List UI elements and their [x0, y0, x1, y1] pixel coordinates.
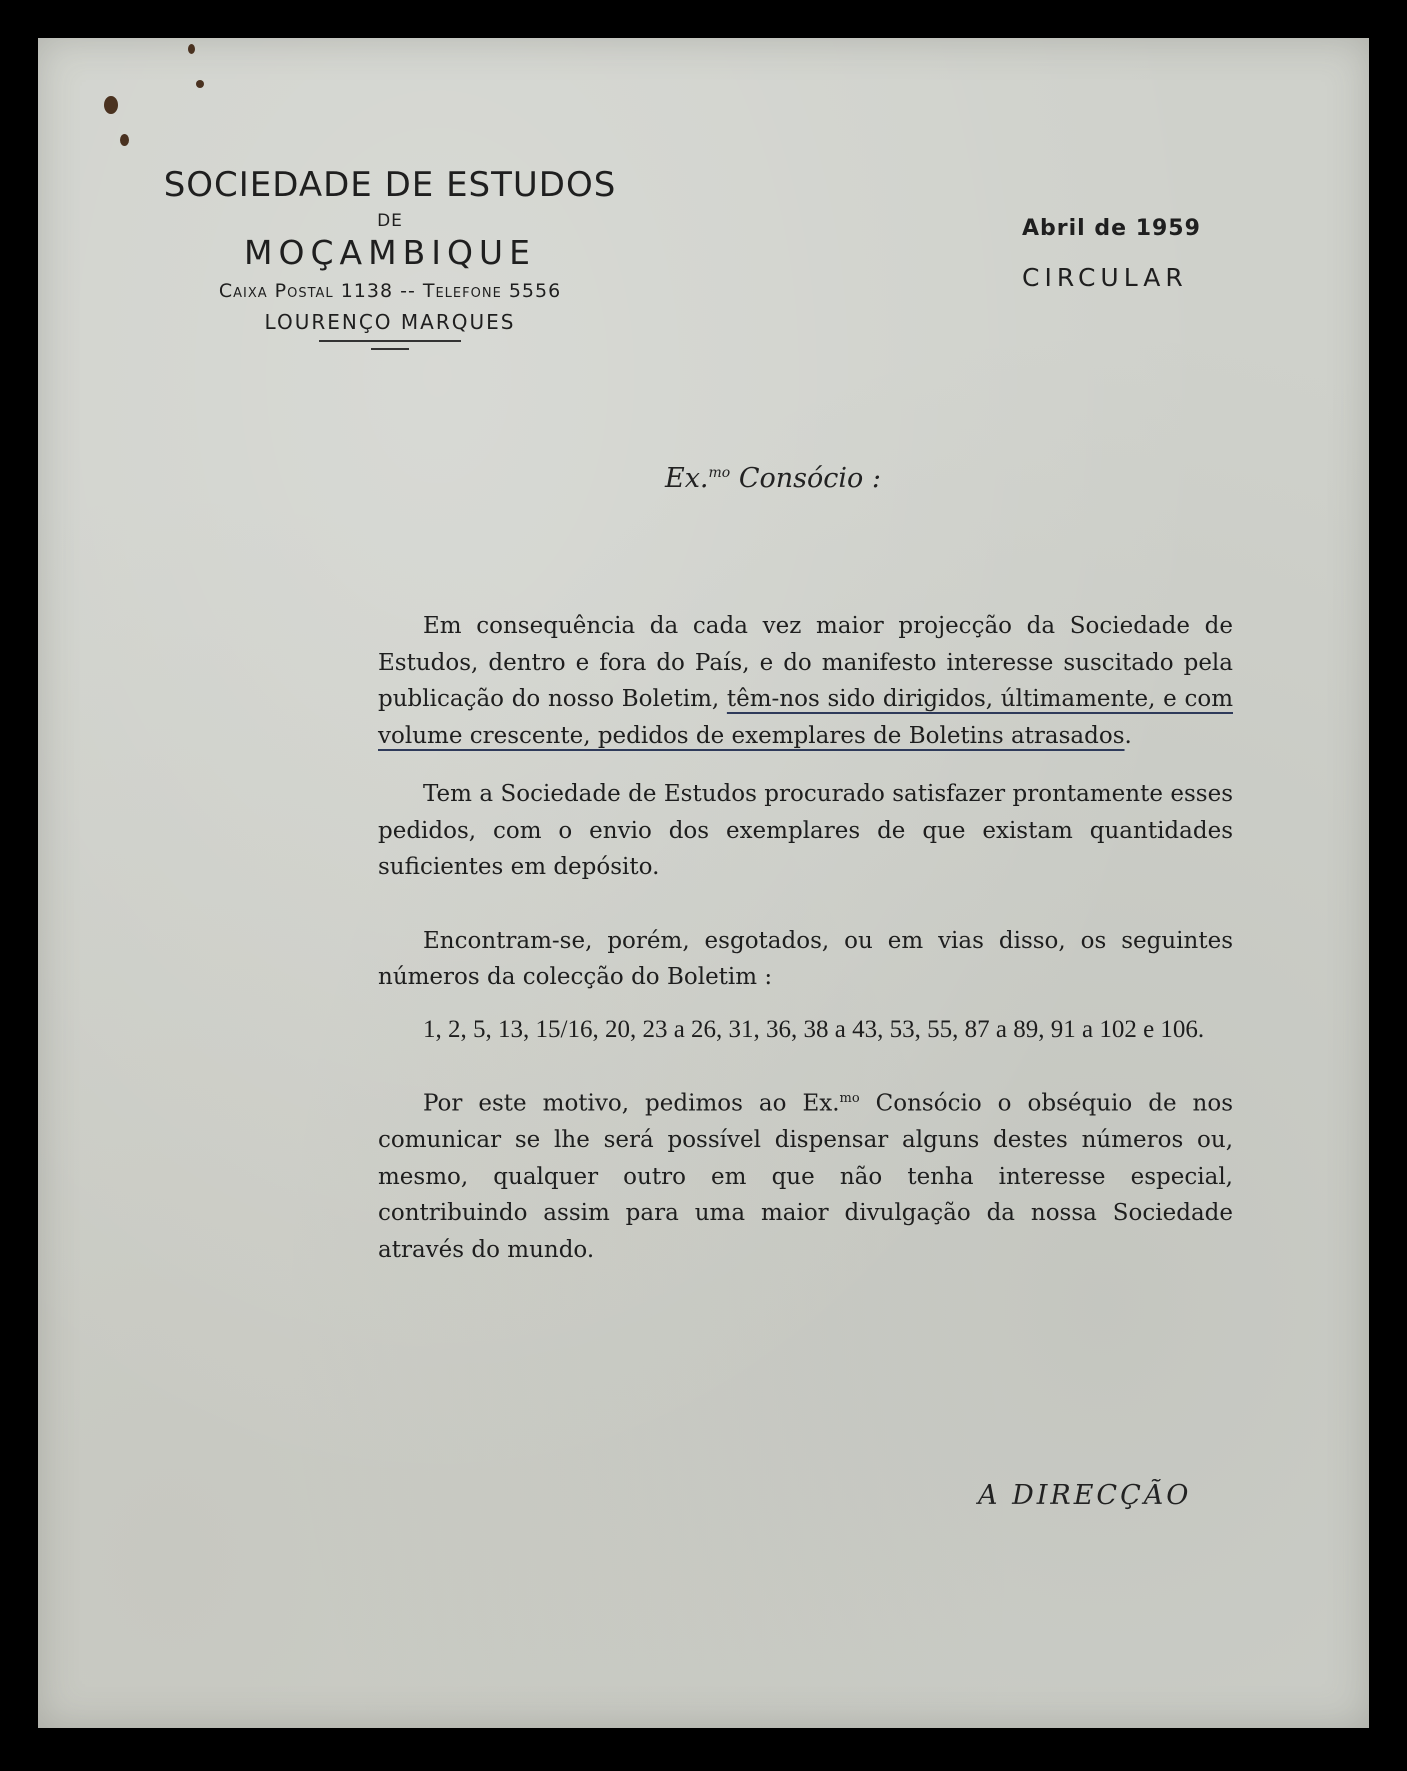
- letterhead-rule-short: [371, 348, 409, 350]
- letterhead-address: Caixa Postal 1138 -- Telefone 5556: [218, 280, 562, 302]
- salutation-name: Consócio :: [738, 463, 881, 494]
- paragraph-5-b: Consócio o obséquio de nos comunicar se lhe será possível dispensar alguns destes números ou, mesmo, qualquer outro em que não tenha interesse especial, contribuindo assim para uma maior divulgação da nossa Sociedade através do mundo.: [378, 1090, 1234, 1263]
- punch-hole: [196, 80, 204, 88]
- letterhead-country: MOÇAMBIQUE: [244, 233, 536, 272]
- letter-body: [378, 608, 1233, 1268]
- paragraph-5: [378, 1081, 1233, 1268]
- paragraph-2: Tem a Sociedade de Estudos procurado satisfazer prontamente esses pedidos, com o envio dos exemplares de que existam quantidades suficientes em depósito.: [378, 781, 1233, 880]
- letterhead-org-name: SOCIEDADE DE ESTUDOS: [163, 165, 617, 205]
- paragraph-1-underlined: têm-nos sido dirigidos, últimamente, e com volume crescente, pedidos de exemplares de Boletins atrasados: [378, 686, 1233, 749]
- letterhead-de: DE: [377, 211, 403, 231]
- punch-hole: [104, 96, 118, 114]
- letterhead-rule: [319, 340, 461, 342]
- paragraph-1-start: Em consequência da cada vez maior projecção da Sociedade de Estudos, dentro e fora do País, e do manifesto interesse suscitado pela publicação do nosso Boletim,: [378, 613, 1233, 712]
- punch-hole: [188, 44, 195, 54]
- paragraph-4-issue-list: 1, 2, 5, 13, 15/16, 20, 23 a 26, 31, 36, 38 a 43, 53, 55, 87 a 89, 91 a 102 e 106.: [423, 1015, 1205, 1043]
- salutation-prefix: Ex.: [665, 463, 709, 494]
- salutation: [665, 463, 881, 494]
- paragraph-1: [378, 608, 1233, 754]
- paragraph-5-a: Por este motivo, pedimos ao Ex.: [423, 1090, 840, 1117]
- paragraph-5-sup: mo: [839, 1091, 860, 1106]
- punch-hole: [120, 134, 129, 146]
- letterhead-city: LOURENÇO MARQUES: [264, 310, 516, 334]
- letterhead: [150, 125, 630, 350]
- signature: A DIRECÇÃO: [978, 1480, 1192, 1511]
- salutation-sup: mo: [708, 465, 731, 481]
- paragraph-3: Encontram-se, porém, esgotados, ou em vias disso, os seguintes números da colecção do Boletim :: [378, 927, 1233, 990]
- paragraph-1-end: .: [1124, 722, 1132, 749]
- document-type: CIRCULAR: [1022, 263, 1188, 292]
- letter-date: Abril de 1959: [1022, 216, 1201, 241]
